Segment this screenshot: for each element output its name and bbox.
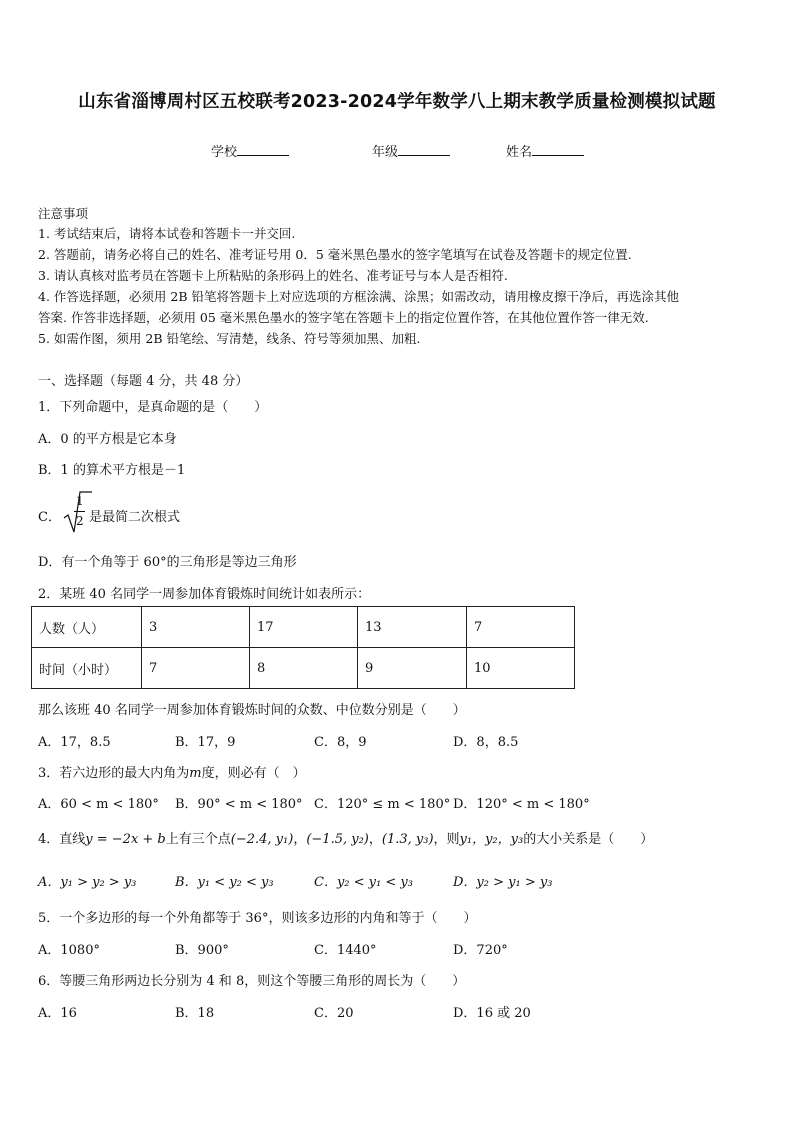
q3-variable: m: [189, 766, 202, 781]
q4-equation: y = −2x + b: [85, 832, 166, 847]
notice-item: 5. 如需作图，须用 2B 铅笔绘、写清楚，线条、符号等须加黑、加粗.: [38, 331, 421, 346]
q2-option-c: C．8，9: [314, 735, 367, 750]
q4-stem-post: 的大小关系是（ ）: [523, 832, 654, 847]
school-field: [211, 141, 289, 160]
table-cell: 9: [358, 648, 467, 689]
notice-item: 3. 请认真核对监考员在答题卡上所粘贴的条形码上的姓名、准考证号与本人是否相符.: [38, 268, 508, 283]
notice-heading: 注意事项: [38, 206, 89, 221]
q6-option-a: A．16: [38, 1006, 77, 1021]
q6-option-c: C．20: [314, 1006, 354, 1021]
school-label: 学校: [211, 145, 238, 160]
q4-option-a: A．y₁ > y₂ > y₃: [38, 875, 137, 890]
notice-item: 1. 考试结束后，请将本试卷和答题卡一并交回.: [38, 226, 296, 241]
q4-stem-pre: 4．直线: [38, 832, 86, 847]
q4-option-d: D．y₂ > y₁ > y₃: [453, 875, 553, 890]
q2-option-a: A．17，8.5: [38, 735, 111, 750]
q3-option-c: C．120° ≤ m < 180°: [314, 797, 451, 812]
q1-option-a: A．0 的平方根是它本身: [38, 432, 177, 447]
fraction-bar: [74, 511, 85, 512]
q1-option-d: D．有一个角等于 60°的三角形是等边三角形: [38, 555, 297, 570]
grade-blank: [398, 143, 450, 156]
q4-option-b: B．y₁ < y₂ < y₃: [175, 875, 274, 890]
q6-option-d: D．16 或 20: [453, 1006, 531, 1021]
q1-fraction-denominator: 2: [76, 514, 84, 528]
q4-stem: 4．直线y = −2x + b上有三个点(−2.4, y₁)，(−1.5, y₂)，(1.3, y₃)，则y₁，y₂，y₃的大小关系是（ ）: [38, 832, 654, 847]
q3-stem-pre: 3．若六边形的最大内角为: [38, 766, 190, 781]
name-label: 姓名: [506, 145, 533, 160]
q1-option-b: B．1 的算术平方根是－1: [38, 463, 186, 478]
notice-item: 4. 作答选择题，必须用 2B 铅笔将答题卡上对应选项的方框涂满、涂黑；如需改动，请用橡皮擦干净后，再选涂其他: [38, 289, 679, 304]
q6-option-b: B．18: [175, 1006, 215, 1021]
q2-table: [31, 606, 575, 689]
table-cell: 3: [142, 607, 250, 648]
table-cell: 8: [250, 648, 358, 689]
q4-point-2: (−1.5, y₂): [306, 832, 369, 847]
q3-option-b: B．90° < m < 180°: [175, 797, 303, 812]
notice-item: 2. 答题前，请务必将自己的姓名、准考证号用 0．5 毫米黑色墨水的签字笔填写在试卷及答题卡的规定位置.: [38, 247, 632, 262]
q2-stem: 2．某班 40 名同学一周参加体育锻炼时间统计如表所示：: [38, 587, 371, 602]
q4-point-1: (−2.4, y₁): [230, 832, 294, 847]
grade-field: [372, 141, 450, 160]
name-field: [506, 141, 584, 160]
q4-variables: y₁，y₂，y₃: [459, 832, 524, 847]
notice-item: 答案. 作答非选择题，必须用 05 毫米黑色墨水的签字笔在答题卡上的指定位置作答，在其他位置作答一律无效.: [38, 310, 649, 325]
q2-option-b: B．17，9: [175, 735, 236, 750]
q2-option-d: D．8，8.5: [453, 735, 519, 750]
q1-option-c-label: C．: [38, 510, 61, 525]
q1-option-c-text: 是最简二次根式: [89, 510, 181, 525]
q5-stem: 5．一个多边形的每一个外角都等于 36°，则该多边形的内角和等于（ ）: [38, 911, 477, 926]
q4-point-3: (1.3, y₃): [381, 832, 434, 847]
q5-option-a: A．1080°: [38, 943, 100, 958]
table-row: [32, 607, 575, 648]
school-blank: [237, 143, 289, 156]
q1-stem: 1．下列命题中，是真命题的是（ ）: [38, 400, 268, 415]
page-title: 山东省淄博周村区五校联考2023-2024学年数学八上期末教学质量检测模拟试题: [78, 92, 716, 112]
table-cell: 时间（小时）: [32, 648, 142, 689]
section-heading: 一、选择题（每题 4 分，共 48 分）: [38, 374, 249, 389]
table-cell: 7: [142, 648, 250, 689]
q5-option-b: B．900°: [175, 943, 229, 958]
q6-stem: 6．等腰三角形两边长分别为 4 和 8，则这个等腰三角形的周长为（ ）: [38, 974, 466, 989]
table-cell: 10: [467, 648, 575, 689]
q2-question: 那么该班 40 名同学一周参加体育锻炼时间的众数、中位数分别是（ ）: [38, 703, 466, 718]
q3-option-d: D．120° < m < 180°: [453, 797, 590, 812]
q1-fraction-numerator: 1: [76, 494, 84, 508]
q5-option-d: D．720°: [453, 943, 508, 958]
q3-option-a: A．60 < m < 180°: [38, 797, 159, 812]
table-cell: 人数（人）: [32, 607, 142, 648]
table-cell: 13: [358, 607, 467, 648]
q4-option-c: C．y₂ < y₁ < y₃: [314, 875, 413, 890]
grade-label: 年级: [372, 145, 399, 160]
q5-option-c: C．1440°: [314, 943, 377, 958]
table-cell: 7: [467, 607, 575, 648]
name-blank: [532, 143, 584, 156]
q4-stem-mid: 上有三个点: [165, 832, 231, 847]
q4-stem-then: ，则: [433, 832, 460, 847]
q3-stem: [38, 762, 306, 781]
table-cell: 17: [250, 607, 358, 648]
q3-stem-post: 度，则必有（ ）: [201, 766, 306, 781]
table-row: [32, 648, 575, 689]
